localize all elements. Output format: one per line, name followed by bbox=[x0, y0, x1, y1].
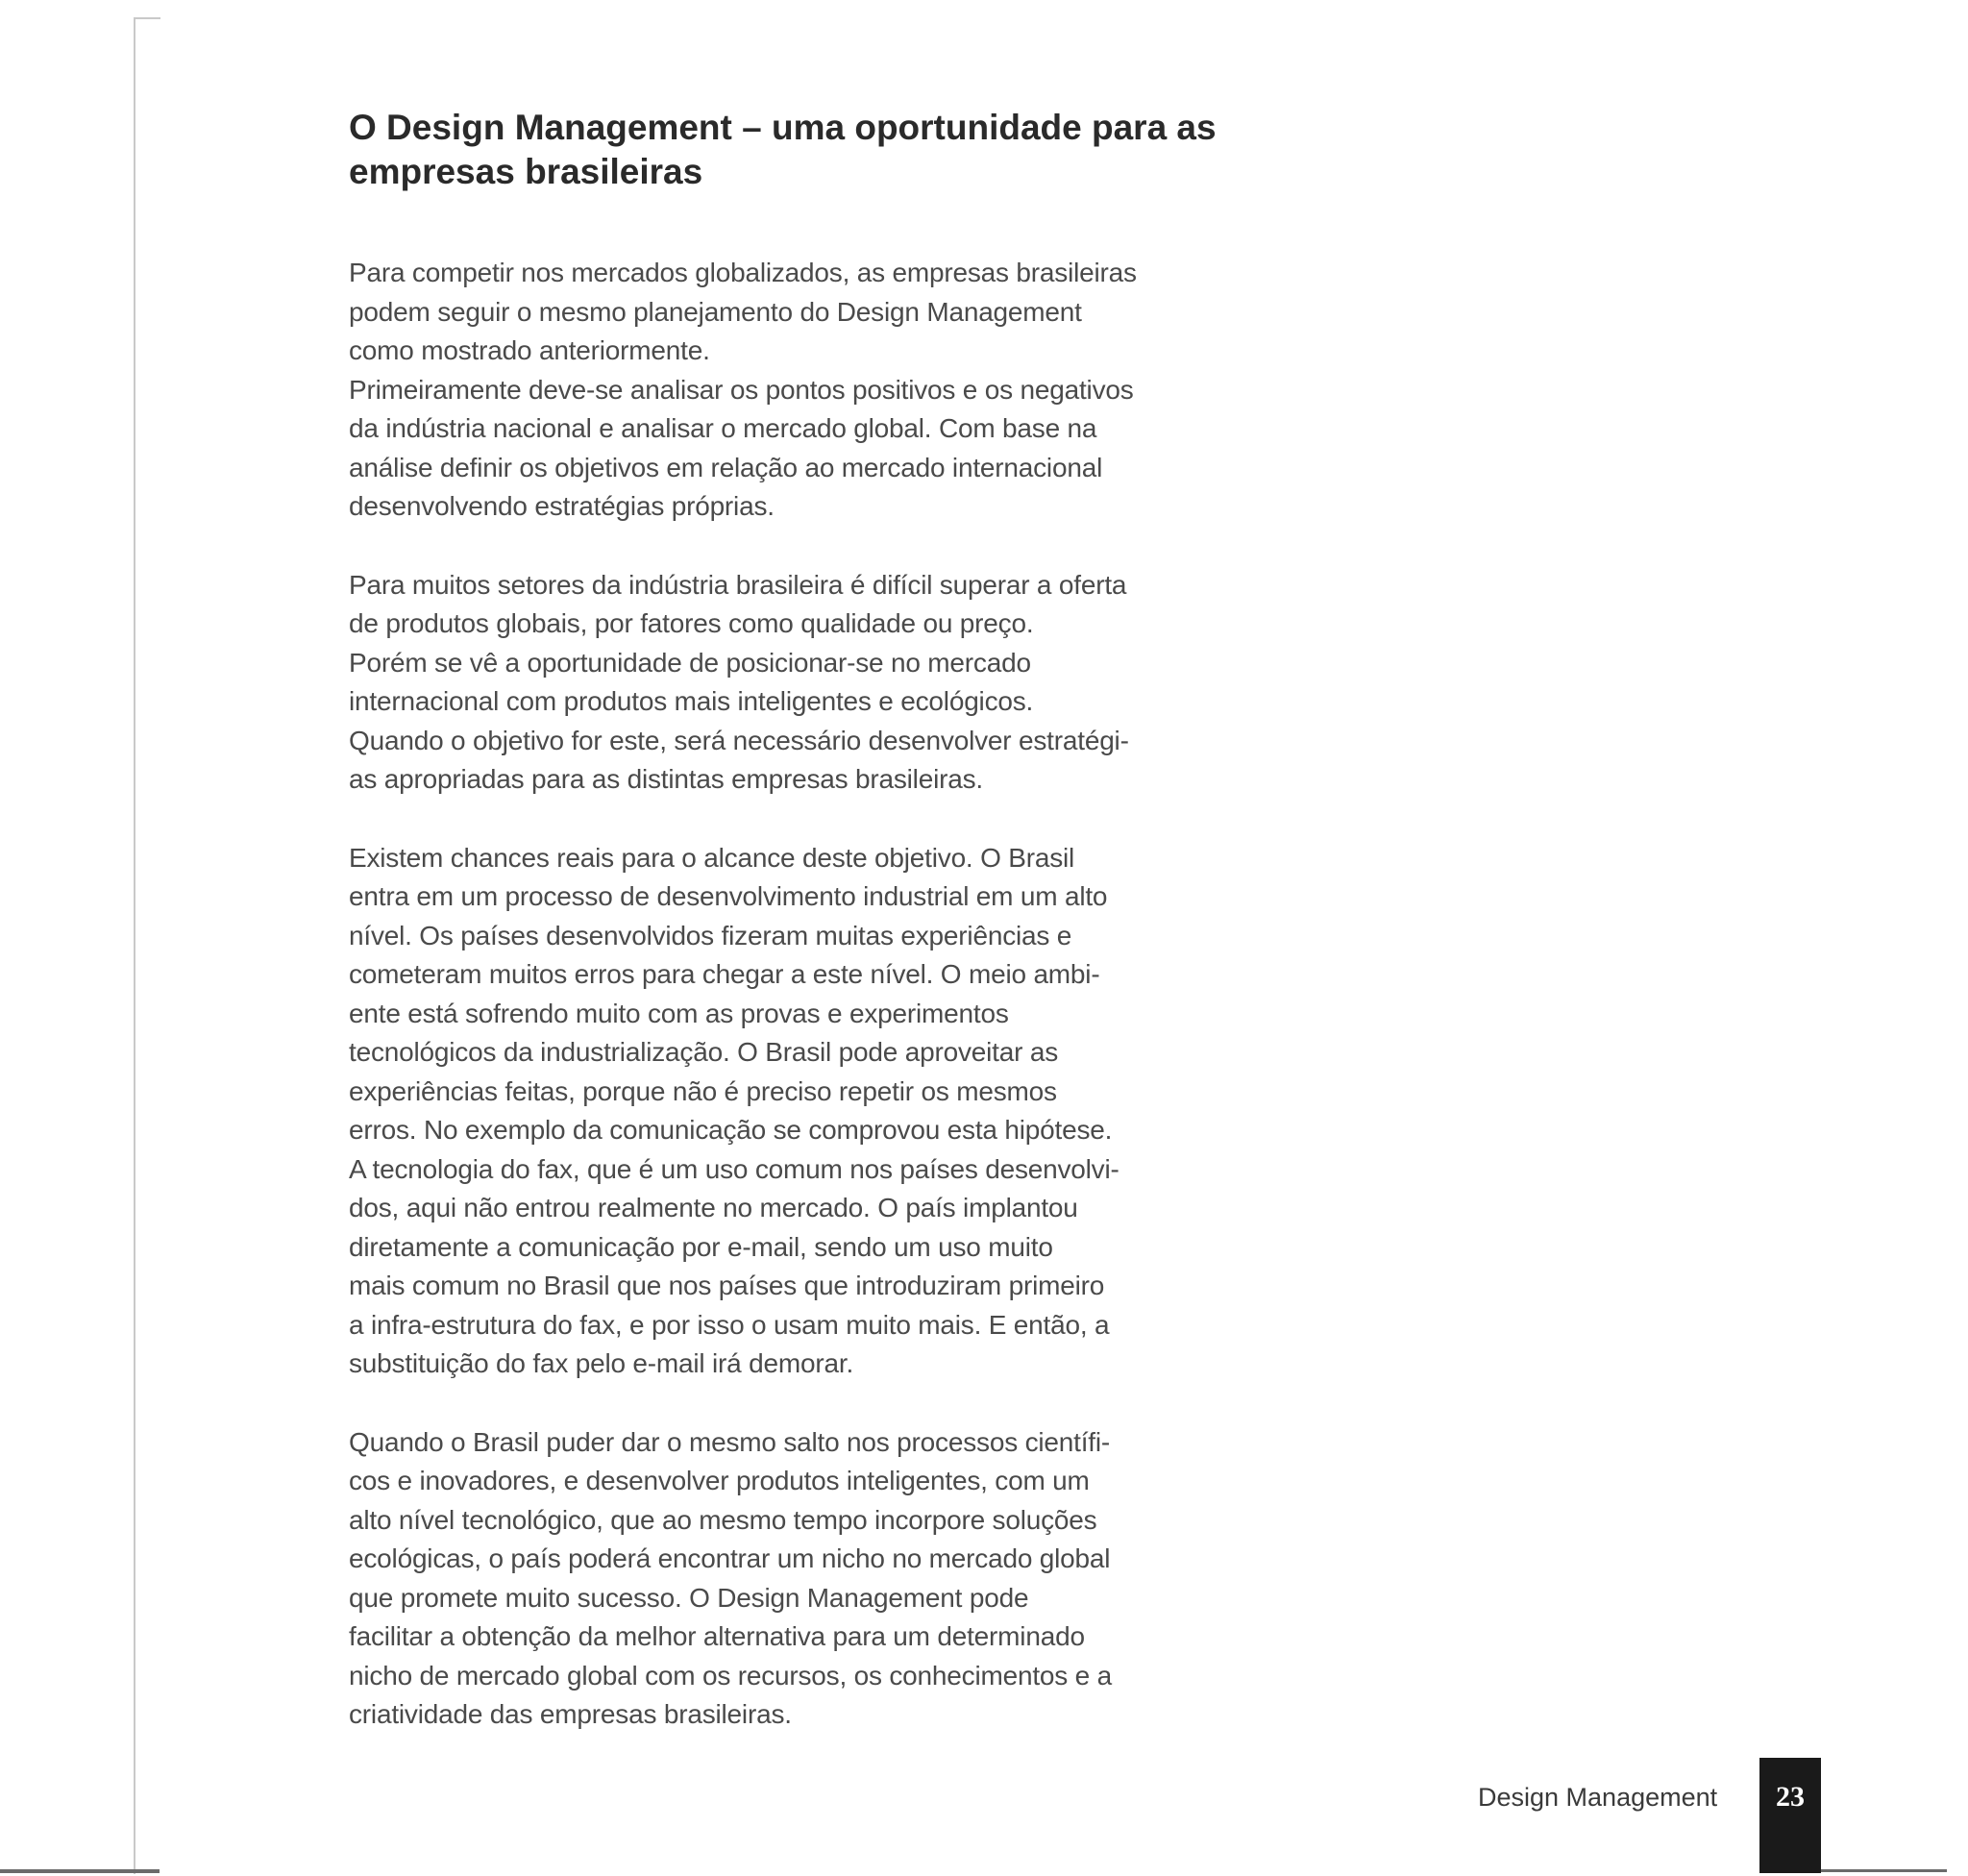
text-line: ente está sofrendo muito com as provas e experimentos bbox=[349, 998, 1009, 1028]
text-line: cometeram muitos erros para chegar a este nível. O meio ambi- bbox=[349, 959, 1100, 989]
text-line: A tecnologia do fax, que é um uso comum nos países desenvolvi- bbox=[349, 1153, 1119, 1184]
text-line: análise definir os objetivos em relação ao mercado internacional bbox=[349, 452, 1103, 482]
text-line: Primeiramente deve-se analisar os pontos positivos e os negativos bbox=[349, 374, 1134, 405]
text-line: como mostrado anteriormente. bbox=[349, 335, 710, 365]
text-line: Existem chances reais para o alcance deste objetivo. O Brasil bbox=[349, 842, 1075, 873]
paragraph-1 bbox=[349, 254, 1271, 527]
text-line: diretamente a comunicação por e-mail, sendo um uso muito bbox=[349, 1231, 1053, 1262]
text-line: podem seguir o mesmo planejamento do Design Management bbox=[349, 296, 1082, 327]
text-line: tecnológicos da industrialização. O Brasil pode aproveitar as bbox=[349, 1037, 1058, 1067]
text-line: as apropriadas para as distintas empresas brasileiras. bbox=[349, 764, 983, 794]
text-line: a infra-estrutura do fax, e por isso o usam muito mais. E então, a bbox=[349, 1309, 1110, 1340]
text-line: erros. No exemplo da comunicação se comprovou esta hipótese. bbox=[349, 1115, 1113, 1145]
text-line: experiências feitas, porque não é preciso repetir os mesmos bbox=[349, 1075, 1057, 1106]
text-line: de produtos globais, por fatores como qualidade ou preço. bbox=[349, 608, 1034, 638]
page-number-tab bbox=[1759, 1758, 1821, 1873]
text-line: entra em um processo de desenvolvimento industrial em um alto bbox=[349, 881, 1108, 911]
crop-mark-bottom-left bbox=[0, 1869, 160, 1873]
text-line: Quando o objetivo for este, será necessário desenvolver estratégi- bbox=[349, 725, 1129, 755]
text-line: que promete muito sucesso. O Design Management pode bbox=[349, 1582, 1029, 1613]
text-line: desenvolvendo estratégias próprias. bbox=[349, 491, 775, 521]
text-line: Para competir nos mercados globalizados, as empresas brasileiras bbox=[349, 258, 1137, 287]
text-line: nível. Os países desenvolvidos fizeram muitas experiências e bbox=[349, 920, 1072, 950]
text-line: alto nível tecnológico, que ao mesmo tempo incorpore soluções bbox=[349, 1504, 1097, 1535]
text-line: Porém se vê a oportunidade de posicionar-se no mercado bbox=[349, 647, 1031, 678]
text-line: ecológicas, o país poderá encontrar um nicho no mercado global bbox=[349, 1543, 1111, 1573]
running-footer: Design Management bbox=[1478, 1783, 1718, 1812]
text-line: substituição do fax pelo e-mail irá demorar. bbox=[349, 1348, 854, 1378]
paragraph-4 bbox=[349, 1423, 1271, 1735]
text-line: facilitar a obtenção da melhor alternativa para um determinado bbox=[349, 1621, 1085, 1651]
text-line: mais comum no Brasil que nos países que introduziram primeiro bbox=[349, 1271, 1105, 1300]
text-line: cos e inovadores, e desenvolver produtos inteligentes, com um bbox=[349, 1466, 1090, 1495]
paragraph-2 bbox=[349, 566, 1271, 800]
page-number: 23 bbox=[1776, 1781, 1805, 1813]
page-title: O Design Management – uma oportunidade para as empresas brasileiras bbox=[349, 108, 1217, 191]
text-line: Para muitos setores da indústria brasileira é difícil superar a oferta bbox=[349, 569, 1127, 600]
binding-edge-tick bbox=[134, 17, 160, 19]
article-body bbox=[349, 106, 1271, 1774]
binding-edge-line bbox=[134, 17, 135, 1874]
text-line: internacional com produtos mais inteligentes e ecológicos. bbox=[349, 686, 1034, 716]
text-line: dos, aqui não entrou realmente no mercado. O país implantou bbox=[349, 1193, 1078, 1222]
paragraph-3 bbox=[349, 839, 1271, 1384]
text-line: nicho de mercado global com os recursos, os conhecimentos e a bbox=[349, 1660, 1113, 1691]
text-line: da indústria nacional e analisar o mercado global. Com base na bbox=[349, 413, 1097, 443]
text-line: criatividade das empresas brasileiras. bbox=[349, 1699, 792, 1729]
text-line: Quando o Brasil puder dar o mesmo salto nos processos científi- bbox=[349, 1426, 1111, 1457]
